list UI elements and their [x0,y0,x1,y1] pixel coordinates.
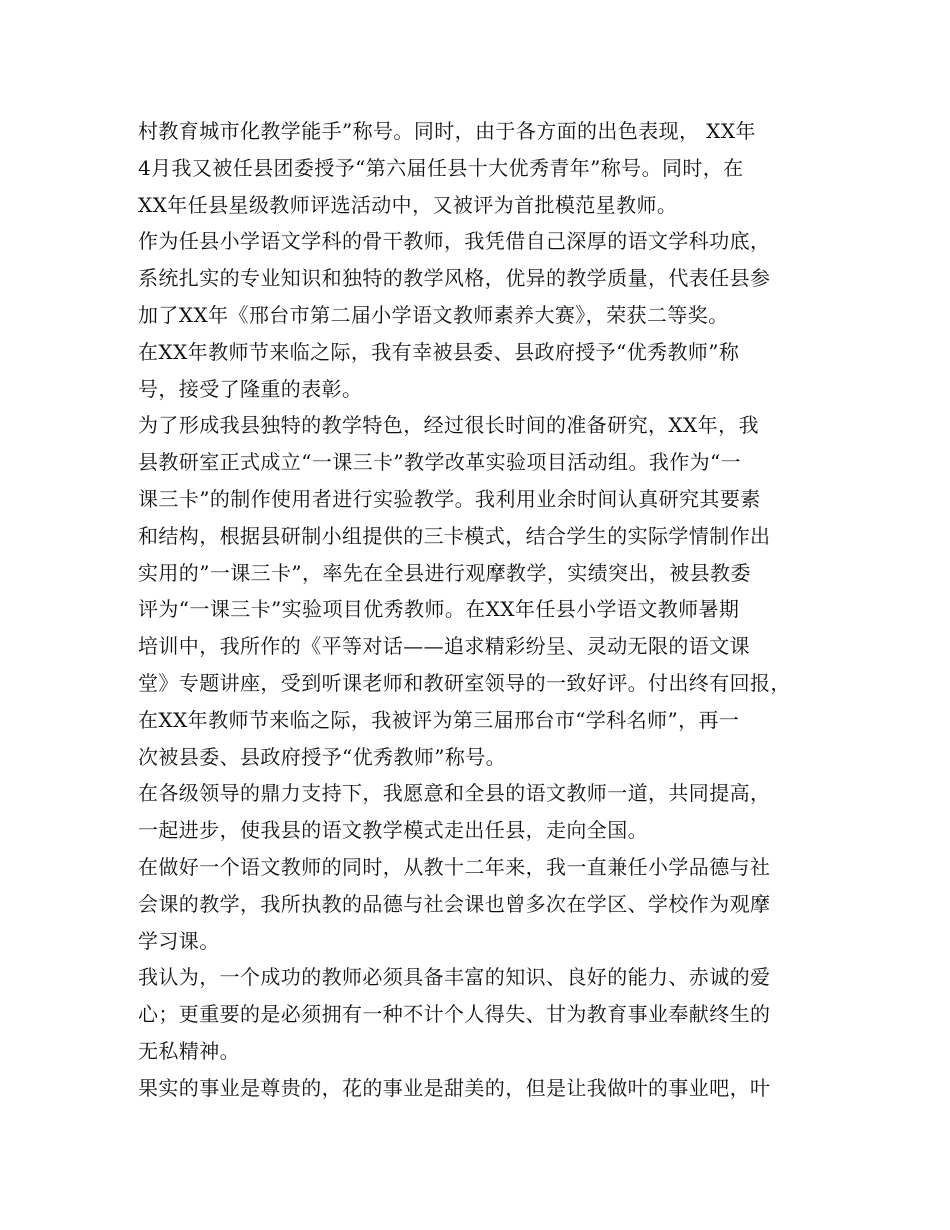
text-line: 我认为，一个成功的教师必须具备丰富的知识、良好的能力、赤诚的爱 [138,965,771,990]
text-line: 作为任县小学语文学科的骨干教师，我凭借自己深厚的语文学科功底， [138,229,771,254]
text-line: 为了形成我县独特的教学特色，经过很长时间的准备研究，XX年，我 [138,413,759,438]
text-line: 堂》专题讲座，受到听课老师和教研室领导的一致好评。付出终有回报， [138,670,791,695]
text-line: 村教育城市化教学能手”称号。同时，由于各方面的出色表现， XX年 [138,119,756,143]
text-line: 县教研室正式成立“一课三卡”教学改革实验项目活动组。我作为“一 [138,450,742,475]
text-line: 实用的”一课三卡”，率先在全县进行观摩教学，实绩突出，被县教委 [138,560,751,585]
text-line: 学习课。 [138,928,220,953]
text-line: 会课的教学，我所执教的品德与社会课也曾多次在学区、学校作为观摩 [138,891,771,916]
text-line: 无私精神。 [138,1038,240,1063]
text-line: 评为“一课三卡”实验项目优秀教师。在XX年任县小学语文教师暑期 [138,597,740,622]
document-body [138,113,818,1107]
text-line: 号，接受了隆重的表彰。 [138,376,363,401]
text-line: 在各级领导的鼎力支持下，我愿意和全县的语文教师一道，共同提高， [138,781,771,806]
text-line: 一起进步，使我县的语文教学模式走出任县，走向全国。 [138,818,648,843]
text-line: 课三卡”的制作使用者进行实验教学。我利用业余时间认真研究其要素 [138,486,761,511]
text-line: 系统扎实的专业知识和独特的教学风格，优异的教学质量，代表任县参 [138,266,771,291]
text-line: 在做好一个语文教师的同时，从教十二年来，我一直兼任小学品德与社 [138,854,771,879]
text-line: 在XX年教师节来临之际，我有幸被县委、县政府授予“优秀教师”称 [138,339,740,364]
text-line: 心；更重要的是必须拥有一种不计个人得失、甘为教育事业奉献终生的 [138,1002,771,1027]
text-line: 次被县委、县政府授予“优秀教师”称号。 [138,744,507,769]
text-line: 培训中，我所作的《平等对话——追求精彩纷呈、灵动无限的语文课 [138,634,750,659]
text-line: 加了XX年《邢台市第二届小学语文教师素养大赛》，荣获二等奖。 [138,302,729,327]
text-line: 在XX年教师节来临之际，我被评为第三届邢台市“学科名师”，再一 [138,707,740,732]
text-line: XX年任县星级教师评选活动中，又被评为首批模范星教师。 [138,192,678,217]
text-line: 果实的事业是尊贵的，花的事业是甜美的，但是让我做叶的事业吧，叶 [138,1075,771,1100]
text-line: 4月我又被任县团委授予“第六届任县十大优秀青年”称号。同时，在 [138,155,744,180]
text-line: 和结构，根据县研制小组提供的三卡模式，结合学生的实际学情制作出 [138,523,771,548]
